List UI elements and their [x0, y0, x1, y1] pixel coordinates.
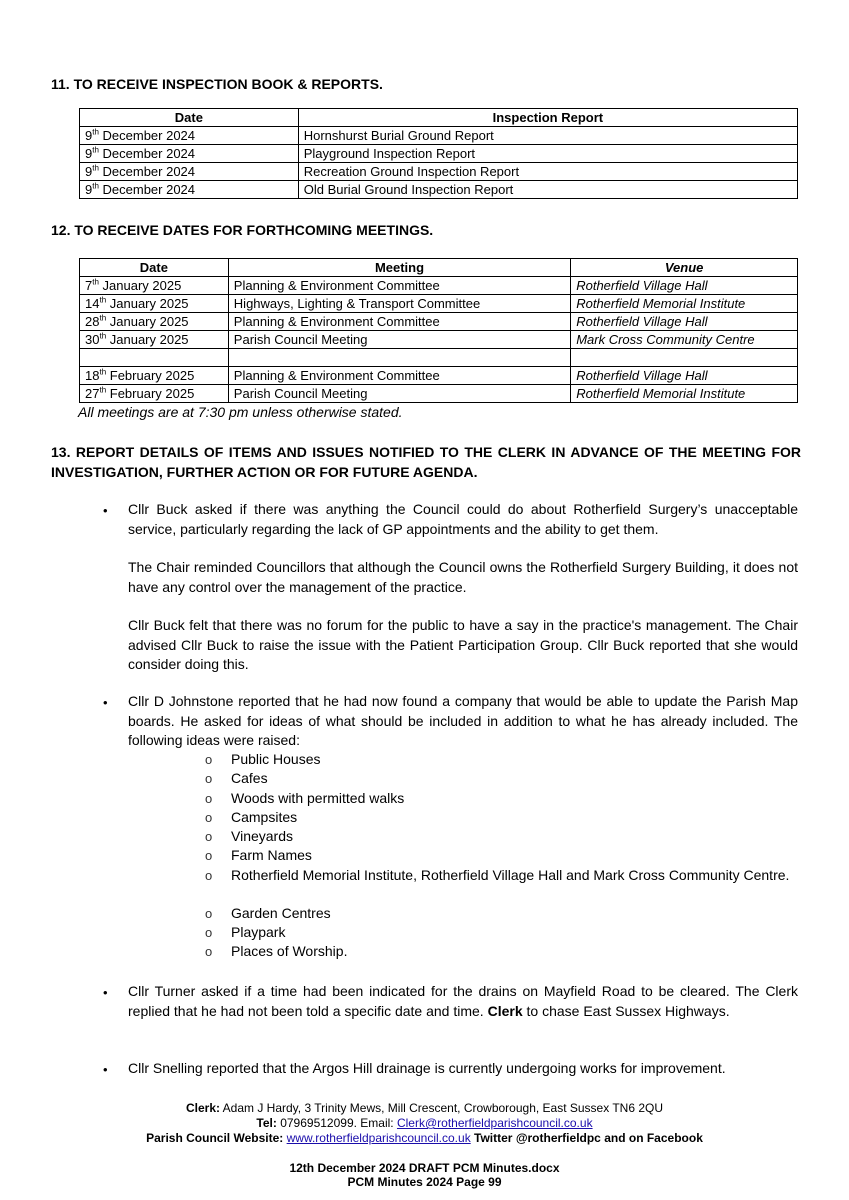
circle-bullet-icon: o [205, 848, 213, 863]
table-header-row [80, 259, 798, 277]
list-item: Cafes [231, 770, 268, 786]
table-row [80, 163, 798, 181]
paragraph-chair-reply: The Chair reminded Councillors that although the Council owns the Rotherfield Surgery Building, it does not have any control over the management of the practice. [128, 559, 798, 595]
section-12-heading: 12. TO RECEIVE DATES FOR FORTHCOMING MEETINGS. [51, 222, 434, 238]
circle-bullet-icon: o [205, 829, 213, 844]
section-13-heading: 13. REPORT DETAILS OF ITEMS AND ISSUES NOTIFIED TO THE CLERK IN ADVANCE OF THE MEETING FOR INVESTIGATION, FURTHER ACTION OR FOR FUTURE AGENDA. [51, 444, 801, 480]
drains-text: Cllr Turner asked if a time had been indicated for the drains on Mayfield Road to be cleared. The Clerk replied that he had not been told a specific date and time. [128, 983, 798, 1019]
circle-bullet-icon: o [205, 810, 213, 825]
clerk-address: Adam J Hardy, 3 Trinity Mews, Mill Crescent, Crowborough, East Sussex TN6 2QU [219, 1101, 664, 1115]
venue-cell: Rotherfield Village Hall [571, 277, 798, 295]
footer-filename [0, 1161, 849, 1176]
list-item: Playpark [231, 924, 286, 940]
table-row [80, 313, 798, 331]
date-cell: 9th December 2024 [80, 163, 299, 181]
meeting-cell: Planning & Environment Committee [228, 277, 570, 295]
meetings-note: All meetings are at 7:30 pm unless otherwise stated. [78, 404, 403, 420]
meeting-cell: Highways, Lighting & Transport Committee [228, 295, 570, 313]
date-cell: 9th December 2024 [80, 127, 299, 145]
date-cell: 9th December 2024 [80, 181, 299, 199]
table-row [80, 385, 798, 403]
meeting-cell: Planning & Environment Committee [228, 313, 570, 331]
website-link[interactable]: www.rotherfieldparishcouncil.co.uk [286, 1131, 471, 1145]
meeting-cell: Planning & Environment Committee [228, 367, 570, 385]
circle-bullet-icon: o [205, 906, 213, 921]
clerk-label: Clerk: [185, 1101, 220, 1115]
column-header: Inspection Report [298, 109, 797, 127]
meeting-cell: Parish Council Meeting [228, 331, 570, 349]
venue-cell [571, 349, 798, 367]
table-row [80, 277, 798, 295]
circle-bullet-icon: o [205, 791, 213, 806]
circle-bullet-icon: o [205, 868, 213, 883]
report-cell: Recreation Ground Inspection Report [298, 163, 797, 181]
bullet-icon: • [103, 695, 108, 710]
file-name: 12th December 2024 DRAFT PCM Minutes.docx [289, 1161, 560, 1175]
date-cell: 28th January 2025 [80, 313, 229, 331]
table-row [80, 181, 798, 199]
date-cell: 27th February 2025 [80, 385, 229, 403]
venue-cell: Rotherfield Memorial Institute [571, 295, 798, 313]
venue-cell: Rotherfield Village Hall [571, 313, 798, 331]
table-row [80, 367, 798, 385]
paragraph-surgery: Cllr Buck asked if there was anything the Council could do about Rotherfield Surgery’s unacceptable service, particularly regarding the lack of GP appointments and the ability to get them. [128, 501, 798, 537]
paragraph-drainage: Cllr Snelling reported that the Argos Hill drainage is currently undergoing works for improvement. [128, 1060, 726, 1076]
bullet-icon: • [103, 985, 108, 1000]
date-cell [80, 349, 229, 367]
date-cell: 30th January 2025 [80, 331, 229, 349]
tel-label: Tel: [256, 1116, 277, 1130]
website-label: Parish Council Website: [146, 1131, 284, 1145]
section-11-heading: 11. TO RECEIVE INSPECTION BOOK & REPORTS. [51, 76, 383, 92]
tel-number: 07969512099. Email: [276, 1116, 397, 1130]
table-row [80, 127, 798, 145]
action-owner: Clerk [487, 1002, 523, 1019]
report-cell: Hornshurst Burial Ground Report [298, 127, 797, 145]
list-item: Vineyards [231, 828, 294, 844]
venue-cell: Mark Cross Community Centre [571, 331, 798, 349]
list-item: Garden Centres [231, 905, 331, 921]
footer-clerk [0, 1101, 849, 1116]
inspection-table [79, 108, 798, 199]
list-item: Public Houses [231, 751, 321, 767]
social-text: Twitter @rotherfieldpc and on Facebook [470, 1131, 703, 1145]
footer-contact [0, 1116, 849, 1131]
table-row [80, 295, 798, 313]
date-cell: 14th January 2025 [80, 295, 229, 313]
meeting-cell: Parish Council Meeting [228, 385, 570, 403]
bullet-icon: • [103, 1062, 108, 1077]
paragraph-map-boards: Cllr D Johnstone reported that he had now found a company that would be able to update the Parish Map boards. He asked for ideas of what should be included in addition to what he has already included. The following ideas were raised: [128, 693, 798, 748]
footer-page-number [0, 1175, 849, 1190]
venue-cell: Rotherfield Village Hall [571, 367, 798, 385]
paragraph-drains [128, 982, 798, 1021]
meetings-table [79, 258, 798, 403]
drains-action: to chase East Sussex Highways. [522, 1002, 730, 1019]
list-item: Campsites [231, 809, 298, 825]
column-header: Date [80, 259, 229, 277]
table-header-row [80, 109, 798, 127]
venue-cell: Rotherfield Memorial Institute [571, 385, 798, 403]
paragraph-ppg: Cllr Buck felt that there was no forum for the public to have a say in the practice's management. The Chair advised Cllr Buck to raise the issue with the Patient Participation Group. Cllr Buck reported that she would consider doing this. [128, 617, 798, 672]
date-cell: 9th December 2024 [80, 145, 299, 163]
bullet-icon: • [103, 503, 108, 518]
list-item: Places of Worship. [231, 943, 348, 959]
list-item: Rotherfield Memorial Institute, Rotherfield Village Hall and Mark Cross Community Centre. [231, 867, 790, 883]
list-item: Woods with permitted walks [231, 790, 405, 806]
footer-website [0, 1131, 849, 1146]
email-link[interactable]: Clerk@rotherfieldparishcouncil.co.uk [396, 1116, 593, 1130]
circle-bullet-icon: o [205, 771, 213, 786]
report-cell: Old Burial Ground Inspection Report [298, 181, 797, 199]
column-header: Date [80, 109, 299, 127]
column-header: Meeting [228, 259, 570, 277]
column-header: Venue [571, 259, 798, 277]
date-cell: 18th February 2025 [80, 367, 229, 385]
meeting-cell [228, 349, 570, 367]
circle-bullet-icon: o [205, 925, 213, 940]
circle-bullet-icon: o [205, 944, 213, 959]
table-row [80, 145, 798, 163]
list-item: Farm Names [231, 847, 312, 863]
circle-bullet-icon: o [205, 752, 213, 767]
table-row [80, 349, 798, 367]
report-cell: Playground Inspection Report [298, 145, 797, 163]
page-number: PCM Minutes 2024 Page 99 [347, 1175, 502, 1189]
date-cell: 7th January 2025 [80, 277, 229, 295]
table-row [80, 331, 798, 349]
